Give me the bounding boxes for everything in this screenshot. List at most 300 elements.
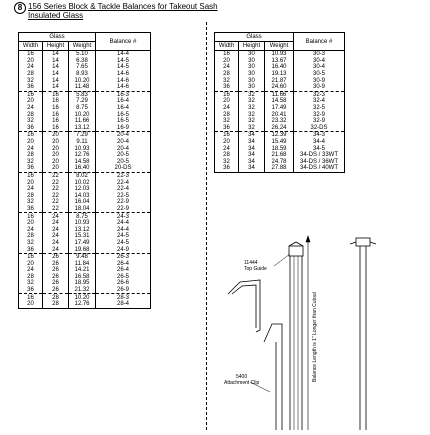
width-cell: 28 xyxy=(19,274,43,281)
table-row xyxy=(19,118,151,125)
table-row xyxy=(215,51,345,58)
table-row xyxy=(19,280,151,287)
width-cell: 36 xyxy=(215,125,239,132)
weight-cell: 19.13 xyxy=(265,71,294,78)
weight-cell: 18.95 xyxy=(69,280,96,287)
weight-cell: 10.93 xyxy=(69,145,96,152)
table-row xyxy=(215,125,345,132)
height-cell: 20 xyxy=(43,152,69,159)
width-cell: 32 xyxy=(19,77,43,84)
weight-cell: 11.66 xyxy=(69,118,96,125)
width-cell: 28 xyxy=(215,111,239,118)
height-cell: 20 xyxy=(43,139,69,146)
weight-cell: 21.68 xyxy=(265,152,294,159)
table-row xyxy=(19,287,151,294)
table-row xyxy=(19,132,151,139)
height-cell: 24 xyxy=(43,240,69,247)
width-cell: 36 xyxy=(19,246,43,253)
balance-cell: 34-5 xyxy=(294,145,345,152)
width-cell: 16 xyxy=(19,91,43,98)
weight-cell: 16.04 xyxy=(69,199,96,206)
width-cell: 32 xyxy=(19,118,43,125)
weight-cell: 10.93 xyxy=(69,220,96,227)
height-cell: 30 xyxy=(239,77,265,84)
balance-cell: 16-9 xyxy=(96,125,151,132)
weight-cell: 7.65 xyxy=(69,64,96,71)
section-number-badge: 8 xyxy=(14,2,26,14)
balance-cell: 26-4 xyxy=(96,267,151,274)
height-cell: 34 xyxy=(239,132,265,139)
weight-cell: 12.03 xyxy=(69,186,96,193)
height-header: Height xyxy=(43,42,69,51)
page-title: 156 Series Block & Tackle Balances for Takeout Sash xyxy=(28,2,218,11)
table-row xyxy=(19,220,151,227)
balance-cell: 22-5 xyxy=(96,192,151,199)
weight-cell: 8.02 xyxy=(69,172,96,179)
width-cell: 32 xyxy=(215,118,239,125)
height-cell: 24 xyxy=(43,226,69,233)
table-row xyxy=(19,172,151,179)
table-row xyxy=(19,98,151,105)
height-cell: 34 xyxy=(239,152,265,159)
height-cell: 30 xyxy=(239,64,265,71)
table-row xyxy=(19,260,151,267)
width-cell: 24 xyxy=(19,267,43,274)
balance-cell: 16-5 xyxy=(96,111,151,118)
attachment-clip-drawing xyxy=(228,280,282,430)
balance-cell: 26-9 xyxy=(96,287,151,294)
width-cell: 20 xyxy=(215,98,239,105)
weight-cell: 8.75 xyxy=(69,213,96,220)
width-cell: 28 xyxy=(19,192,43,199)
balance-cell: 14-4 xyxy=(96,51,151,58)
table-row xyxy=(215,58,345,65)
height-cell: 16 xyxy=(43,98,69,105)
width-cell: 36 xyxy=(19,287,43,294)
table-row xyxy=(215,132,345,139)
table-row xyxy=(215,152,345,159)
balance-header: Balance # xyxy=(294,33,345,51)
width-cell: 24 xyxy=(19,186,43,193)
balance-cell: 30-3 xyxy=(294,51,345,58)
table-row xyxy=(19,253,151,260)
left-balance-table xyxy=(18,32,151,309)
table-row xyxy=(215,64,345,71)
balance-cell: 32-DS xyxy=(294,125,345,132)
table-row xyxy=(215,159,345,166)
table-row xyxy=(19,246,151,253)
height-cell: 24 xyxy=(43,233,69,240)
balance-cell: 26-4 xyxy=(96,260,151,267)
weight-cell: 16.40 xyxy=(69,165,96,172)
weight-cell: 19.68 xyxy=(69,246,96,253)
weight-cell: 27.88 xyxy=(265,165,294,172)
width-cell: 36 xyxy=(19,125,43,132)
table-row xyxy=(19,240,151,247)
balance-cell: 22-9 xyxy=(96,206,151,213)
height-cell: 14 xyxy=(43,58,69,65)
width-cell: 16 xyxy=(215,91,239,98)
height-cell: 22 xyxy=(43,186,69,193)
dimension-line xyxy=(306,236,310,430)
width-cell: 24 xyxy=(215,145,239,152)
weight-cell: 24.60 xyxy=(265,84,294,91)
clip-label: Attachment Clip xyxy=(224,380,260,386)
balance-cell: 24-5 xyxy=(96,233,151,240)
width-cell: 16 xyxy=(19,294,43,301)
weight-cell: 15.49 xyxy=(265,139,294,146)
height-cell: 22 xyxy=(43,179,69,186)
weight-cell: 15.31 xyxy=(69,233,96,240)
table-row xyxy=(19,111,151,118)
balance-cell: 30-5 xyxy=(294,71,345,78)
width-header: Width xyxy=(215,42,239,51)
column-divider xyxy=(206,22,207,430)
balance-cell: 24-4 xyxy=(96,220,151,227)
weight-cell: 12.76 xyxy=(69,301,96,308)
height-cell: 32 xyxy=(239,91,265,98)
balance-cell: 34-DS / 33WT xyxy=(294,152,345,159)
table-row xyxy=(19,301,151,308)
width-cell: 20 xyxy=(19,301,43,308)
width-cell: 36 xyxy=(215,84,239,91)
table-row xyxy=(19,77,151,84)
weight-cell: 17.49 xyxy=(69,240,96,247)
balance-illustration xyxy=(210,232,430,430)
width-cell: 24 xyxy=(19,105,43,112)
weight-cell: 5.83 xyxy=(69,91,96,98)
balance-cell: 32-9 xyxy=(294,118,345,125)
height-cell: 26 xyxy=(43,287,69,294)
height-cell: 30 xyxy=(239,51,265,58)
balance-cell: 16-3 xyxy=(96,91,151,98)
weight-cell: 23.32 xyxy=(265,118,294,125)
weight-cell: 10.93 xyxy=(265,51,294,58)
height-cell: 34 xyxy=(239,145,265,152)
weight-cell: 18.04 xyxy=(69,206,96,213)
weight-cell: 7.29 xyxy=(69,98,96,105)
table-row xyxy=(19,105,151,112)
table-row xyxy=(215,98,345,105)
table-row xyxy=(19,179,151,186)
weight-cell: 17.49 xyxy=(265,105,294,112)
table-row xyxy=(19,233,151,240)
height-cell: 14 xyxy=(43,71,69,78)
weight-header: Weight xyxy=(265,42,294,51)
weight-cell: 9.48 xyxy=(69,253,96,260)
height-cell: 20 xyxy=(43,165,69,172)
left-table-body xyxy=(19,51,151,309)
height-cell: 14 xyxy=(43,64,69,71)
table-row xyxy=(215,84,345,91)
table-row xyxy=(215,118,345,125)
width-cell: 16 xyxy=(215,132,239,139)
table-row xyxy=(19,274,151,281)
width-cell: 32 xyxy=(215,77,239,84)
balance-cell: 26-3 xyxy=(96,253,151,260)
width-cell: 16 xyxy=(19,51,43,58)
top-guide-label: Top Guide xyxy=(244,266,267,272)
weight-cell: 11.48 xyxy=(69,84,96,91)
width-cell: 20 xyxy=(19,98,43,105)
balance-cell: 30-4 xyxy=(294,64,345,71)
balance-cell: 14-6 xyxy=(96,77,151,84)
height-cell: 20 xyxy=(43,159,69,166)
weight-cell: 11.84 xyxy=(69,260,96,267)
width-cell: 20 xyxy=(19,260,43,267)
balance-cell: 30-4 xyxy=(294,58,345,65)
height-cell: 26 xyxy=(43,267,69,274)
height-cell: 30 xyxy=(239,84,265,91)
table-row xyxy=(215,105,345,112)
weight-cell: 10.20 xyxy=(69,111,96,118)
width-cell: 20 xyxy=(19,220,43,227)
balance-cell: 20-5 xyxy=(96,152,151,159)
balance-cell: 34-4 xyxy=(294,139,345,146)
table-row xyxy=(19,159,151,166)
width-cell: 32 xyxy=(19,240,43,247)
width-cell: 20 xyxy=(19,139,43,146)
table-row xyxy=(215,139,345,146)
weight-cell: 10.20 xyxy=(69,77,96,84)
width-cell: 36 xyxy=(19,84,43,91)
height-cell: 22 xyxy=(43,172,69,179)
balance-cell: 26-6 xyxy=(96,280,151,287)
width-cell: 20 xyxy=(215,58,239,65)
weight-cell: 18.59 xyxy=(265,145,294,152)
table-row xyxy=(19,199,151,206)
table-row xyxy=(19,84,151,91)
balance-cell: 28-3 xyxy=(96,294,151,301)
balance-cell: 30-9 xyxy=(294,84,345,91)
height-cell: 28 xyxy=(43,294,69,301)
height-cell: 32 xyxy=(239,105,265,112)
width-cell: 24 xyxy=(19,145,43,152)
balance-cell: 32-5 xyxy=(294,105,345,112)
table-row xyxy=(19,125,151,132)
height-cell: 26 xyxy=(43,280,69,287)
width-cell: 24 xyxy=(215,64,239,71)
width-cell: 16 xyxy=(19,172,43,179)
width-cell: 20 xyxy=(19,179,43,186)
weight-cell: 16.58 xyxy=(69,274,96,281)
width-cell: 32 xyxy=(19,280,43,287)
table-row xyxy=(215,165,345,172)
table-row xyxy=(19,58,151,65)
height-cell: 20 xyxy=(43,132,69,139)
balance-cell: 20-4 xyxy=(96,145,151,152)
weight-cell: 8.93 xyxy=(69,71,96,78)
weight-cell: 14.03 xyxy=(69,192,96,199)
balance-cell: 34-3 xyxy=(294,132,345,139)
weight-cell: 24.78 xyxy=(265,159,294,166)
balance-length-note: Balance Length is 1" Longer than Cutout xyxy=(312,292,318,382)
balance-cell: 22-4 xyxy=(96,179,151,186)
weight-cell: 13.12 xyxy=(69,125,96,132)
height-cell: 20 xyxy=(43,145,69,152)
width-cell: 28 xyxy=(215,152,239,159)
width-cell: 36 xyxy=(19,165,43,172)
balance-cell: 24-4 xyxy=(96,226,151,233)
height-cell: 16 xyxy=(43,125,69,132)
balance-cell: 14-5 xyxy=(96,64,151,71)
table-row xyxy=(19,51,151,58)
width-cell: 20 xyxy=(215,139,239,146)
height-cell: 24 xyxy=(43,213,69,220)
width-cell: 32 xyxy=(19,199,43,206)
page-subtitle: Insulated Glass xyxy=(28,11,84,20)
width-cell: 16 xyxy=(215,51,239,58)
balance-cell: 24-9 xyxy=(96,246,151,253)
table-row xyxy=(215,77,345,84)
weight-cell: 26.24 xyxy=(265,125,294,132)
table-row xyxy=(215,71,345,78)
table-row xyxy=(19,226,151,233)
weight-cell: 21.32 xyxy=(69,287,96,294)
width-cell: 36 xyxy=(19,206,43,213)
weight-cell: 11.66 xyxy=(265,91,294,98)
height-cell: 22 xyxy=(43,192,69,199)
width-cell: 28 xyxy=(215,71,239,78)
balance-cell: 30-9 xyxy=(294,77,345,84)
balance-cell: 34-DS / 40WT xyxy=(294,165,345,172)
balance-cell: 20-4 xyxy=(96,132,151,139)
weight-cell: 12.39 xyxy=(265,132,294,139)
balance-cell: 24-5 xyxy=(96,240,151,247)
balance-cell: 22-4 xyxy=(96,186,151,193)
balance-header: Balance # xyxy=(96,33,151,51)
width-cell: 16 xyxy=(19,213,43,220)
balance-cell: 20-DS xyxy=(96,165,151,172)
balance-cell: 32-9 xyxy=(294,111,345,118)
width-cell: 24 xyxy=(19,226,43,233)
width-cell: 16 xyxy=(19,253,43,260)
weight-cell: 14.58 xyxy=(265,98,294,105)
balance-cell: 14-6 xyxy=(96,71,151,78)
balance-cell: 20-5 xyxy=(96,159,151,166)
table-row xyxy=(19,71,151,78)
height-cell: 32 xyxy=(239,111,265,118)
table-row xyxy=(19,152,151,159)
side-profile-drawing xyxy=(350,238,376,430)
height-cell: 14 xyxy=(43,51,69,58)
glass-header: Glass xyxy=(19,33,96,42)
table-row xyxy=(19,64,151,71)
height-cell: 30 xyxy=(239,58,265,65)
weight-cell: 14.58 xyxy=(69,159,96,166)
table-row xyxy=(19,267,151,274)
weight-cell: 8.75 xyxy=(69,105,96,112)
balance-cell: 26-5 xyxy=(96,274,151,281)
table-row xyxy=(19,206,151,213)
height-header: Height xyxy=(239,42,265,51)
table-row xyxy=(215,111,345,118)
balance-cell: 34-DS / 36WT xyxy=(294,159,345,166)
height-cell: 30 xyxy=(239,71,265,78)
height-cell: 24 xyxy=(43,246,69,253)
balance-cell: 32-4 xyxy=(294,98,345,105)
height-cell: 28 xyxy=(43,301,69,308)
balance-cell: 16-4 xyxy=(96,98,151,105)
weight-cell: 13.67 xyxy=(265,58,294,65)
height-cell: 26 xyxy=(43,274,69,281)
balance-cell: 24-3 xyxy=(96,213,151,220)
balance-cell: 28-4 xyxy=(96,301,151,308)
weight-cell: 14.21 xyxy=(69,267,96,274)
weight-cell: 7.29 xyxy=(69,132,96,139)
table-row xyxy=(19,139,151,146)
height-cell: 22 xyxy=(43,206,69,213)
table-row xyxy=(19,192,151,199)
weight-cell: 5.10 xyxy=(69,51,96,58)
height-cell: 34 xyxy=(239,165,265,172)
width-cell: 28 xyxy=(19,111,43,118)
balance-channel-drawing xyxy=(289,242,303,430)
table-row xyxy=(19,186,151,193)
width-cell: 20 xyxy=(19,58,43,65)
height-cell: 16 xyxy=(43,111,69,118)
table-row xyxy=(19,145,151,152)
balance-cell: 22-3 xyxy=(96,172,151,179)
height-cell: 32 xyxy=(239,125,265,132)
weight-header: Weight xyxy=(69,42,96,51)
height-cell: 22 xyxy=(43,199,69,206)
height-cell: 16 xyxy=(43,118,69,125)
balance-cell: 22-9 xyxy=(96,199,151,206)
table-row xyxy=(19,213,151,220)
glass-header: Glass xyxy=(215,33,294,42)
width-cell: 32 xyxy=(19,159,43,166)
table-row xyxy=(215,145,345,152)
width-header: Width xyxy=(19,42,43,51)
width-cell: 36 xyxy=(215,165,239,172)
width-cell: 28 xyxy=(19,71,43,78)
weight-cell: 13.12 xyxy=(69,226,96,233)
height-cell: 16 xyxy=(43,105,69,112)
balance-diagram xyxy=(210,232,430,430)
height-cell: 32 xyxy=(239,118,265,125)
weight-cell: 21.87 xyxy=(265,77,294,84)
table-row xyxy=(19,165,151,172)
right-balance-table xyxy=(214,32,345,173)
table-row xyxy=(19,91,151,98)
height-cell: 16 xyxy=(43,91,69,98)
height-cell: 26 xyxy=(43,260,69,267)
height-cell: 32 xyxy=(239,98,265,105)
balance-cell: 14-6 xyxy=(96,84,151,91)
weight-cell: 10.02 xyxy=(69,179,96,186)
width-cell: 24 xyxy=(215,105,239,112)
table-row xyxy=(19,294,151,301)
width-cell: 28 xyxy=(19,152,43,159)
height-cell: 34 xyxy=(239,159,265,166)
height-cell: 34 xyxy=(239,139,265,146)
height-cell: 14 xyxy=(43,84,69,91)
weight-cell: 10.20 xyxy=(69,294,96,301)
table-row xyxy=(215,91,345,98)
height-cell: 26 xyxy=(43,253,69,260)
balance-cell: 16-5 xyxy=(96,118,151,125)
weight-cell: 20.41 xyxy=(265,111,294,118)
clip-number: 5400 xyxy=(236,374,248,380)
width-cell: 24 xyxy=(19,64,43,71)
height-cell: 24 xyxy=(43,220,69,227)
weight-cell: 12.76 xyxy=(69,152,96,159)
right-table-body xyxy=(215,51,345,173)
balance-cell: 20-4 xyxy=(96,139,151,146)
height-cell: 14 xyxy=(43,77,69,84)
top-guide-number: 11444 xyxy=(244,260,258,266)
